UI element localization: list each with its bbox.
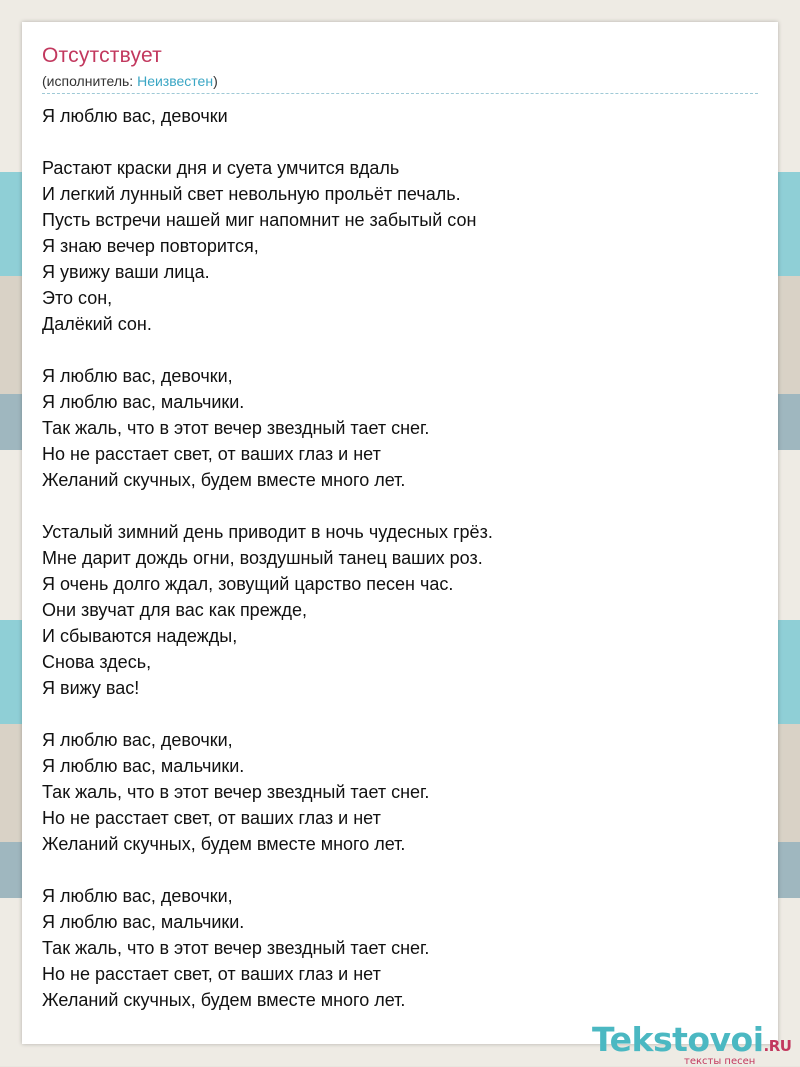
lyric-line: Желаний скучных, будем вместе много лет. — [42, 990, 406, 1010]
lyric-line: Усталый зимний день приводит в ночь чудесных грёз. — [42, 522, 493, 542]
lyric-blank-line — [42, 701, 493, 727]
lyric-line: Я люблю вас, девочки — [42, 106, 228, 126]
lyric-line: Желаний скучных, будем вместе много лет. — [42, 834, 406, 854]
lyric-line: Пусть встречи нашей миг напомнит не забытый сон — [42, 210, 477, 230]
lyric-line: Я очень долго ждал, зовущий царство песен час. — [42, 574, 454, 594]
lyric-line: Я люблю вас, девочки, — [42, 730, 233, 750]
lyric-line: Но не расстает свет, от ваших глаз и нет — [42, 964, 381, 984]
site-logo[interactable] — [592, 1020, 791, 1059]
lyric-line: Так жаль, что в этот вечер звездный тает снег. — [42, 418, 430, 438]
lyric-blank-line — [42, 129, 493, 155]
lyric-line: И сбываются надежды, — [42, 626, 238, 646]
lyric-line: Так жаль, что в этот вечер звездный тает снег. — [42, 938, 430, 958]
lyric-line: Так жаль, что в этот вечер звездный тает снег. — [42, 782, 430, 802]
lyric-line: Они звучат для вас как прежде, — [42, 600, 308, 620]
lyric-line: Но не расстает свет, от ваших глаз и нет — [42, 444, 381, 464]
lyric-line: Далёкий сон. — [42, 314, 152, 334]
lyric-line: Это сон, — [42, 288, 113, 308]
lyric-line: Но не расстает свет, от ваших глаз и нет — [42, 808, 381, 828]
song-title: Отсутствует — [42, 44, 162, 67]
artist-prefix: (исполнитель: — [42, 73, 138, 89]
artist-suffix: ) — [213, 73, 218, 89]
lyric-line: Я люблю вас, мальчики. — [42, 756, 245, 776]
lyric-line: Я люблю вас, мальчики. — [42, 912, 245, 932]
lyric-line: Снова здесь, — [42, 652, 152, 672]
lyrics-card — [22, 22, 792, 1067]
lyric-line: Я увижу ваши лица. — [42, 262, 210, 282]
artist-line — [42, 73, 218, 89]
lyric-line: Я люблю вас, девочки, — [42, 886, 233, 906]
lyric-line: Мне дарит дождь огни, воздушный танец ваших роз. — [42, 548, 483, 568]
lyric-blank-line — [42, 857, 493, 883]
lyric-line: Я знаю вечер повторится, — [42, 236, 259, 256]
lyric-blank-line — [42, 337, 493, 363]
lyric-line: И легкий лунный свет невольную прольёт печаль. — [42, 184, 461, 204]
lyric-line: Желаний скучных, будем вместе много лет. — [42, 470, 406, 490]
logo-tld: .RU — [763, 1037, 792, 1055]
artist-link[interactable]: Неизвестен — [137, 73, 214, 89]
logo-tagline: тексты песен — [684, 1056, 756, 1067]
lyrics-body — [42, 103, 493, 1013]
lyric-line: Я люблю вас, девочки, — [42, 366, 233, 386]
lyric-blank-line — [42, 493, 493, 519]
title-divider — [42, 93, 758, 94]
logo-main: Tekstovoi — [592, 1020, 764, 1059]
lyric-line: Я люблю вас, мальчики. — [42, 392, 245, 412]
lyric-line: Я вижу вас! — [42, 678, 140, 698]
lyric-line: Растают краски дня и суета умчится вдаль — [42, 158, 400, 178]
